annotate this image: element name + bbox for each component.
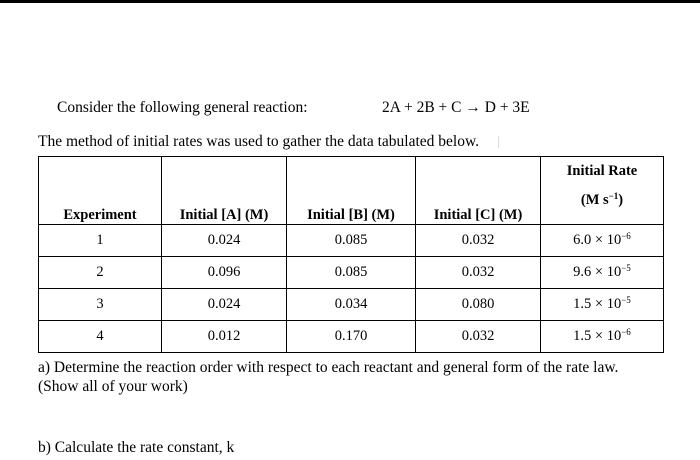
text-cursor-mark [498, 136, 505, 148]
table-header-row [39, 157, 664, 225]
cell-conc-b: 0.085 [287, 225, 416, 257]
rate-mantissa: 1.5 × 10 [573, 296, 622, 312]
cell-experiment: 4 [39, 321, 162, 353]
cell-conc-b: 0.034 [287, 289, 416, 321]
rate-exponent: −6 [621, 231, 631, 241]
top-border [0, 0, 700, 3]
header-conc-b: Initial [B] (M) [287, 157, 416, 225]
header-rate-title: Initial Rate [566, 163, 638, 179]
question-a-note: (Show all of your work) [38, 378, 188, 395]
table-row [39, 321, 664, 353]
cell-conc-a: 0.024 [162, 289, 287, 321]
table-row [39, 289, 664, 321]
cell-conc-c: 0.032 [416, 225, 541, 257]
cell-conc-a: 0.096 [162, 257, 287, 289]
cell-conc-a: 0.024 [162, 225, 287, 257]
rate-exponent: −6 [621, 327, 631, 337]
header-initial-rate [541, 157, 664, 225]
header-rate-unit [541, 192, 663, 209]
reaction-equation [382, 99, 530, 117]
cell-conc-b: 0.170 [287, 321, 416, 353]
header-experiment: Experiment [39, 157, 162, 225]
cell-rate [541, 289, 664, 321]
cell-conc-b: 0.085 [287, 257, 416, 289]
rate-mantissa: 6.0 × 10 [573, 232, 622, 248]
table-row [39, 225, 664, 257]
cell-experiment: 3 [39, 289, 162, 321]
reaction-reactants: 2A + 2B + C [382, 99, 462, 116]
header-conc-c: Initial [C] (M) [416, 157, 541, 225]
rate-unit-close: ) [618, 192, 624, 208]
rate-mantissa: 9.6 × 10 [573, 264, 622, 280]
reaction-products: D + 3E [484, 99, 530, 116]
reaction-arrow: → [465, 99, 481, 116]
rate-unit-exponent: −1 [608, 191, 619, 201]
cell-rate [541, 321, 664, 353]
cell-rate [541, 225, 664, 257]
cell-experiment: 1 [39, 225, 162, 257]
question-a: a) Determine the reaction order with respect to each reactant and general form of the rate law. [38, 359, 619, 376]
initial-rates-table [38, 156, 664, 353]
cell-conc-c: 0.080 [416, 289, 541, 321]
question-b: b) Calculate the rate constant, k [38, 439, 235, 456]
table-row [39, 257, 664, 289]
rate-mantissa: 1.5 × 10 [573, 328, 622, 344]
cell-experiment: 2 [39, 257, 162, 289]
rate-exponent: −5 [621, 263, 631, 273]
method-text: The method of initial rates was used to gather the data tabulated below. [38, 133, 480, 150]
intro-text: Consider the following general reaction: [57, 99, 308, 116]
cell-rate [541, 257, 664, 289]
cell-conc-c: 0.032 [416, 257, 541, 289]
header-conc-a: Initial [A] (M) [162, 157, 287, 225]
cell-conc-c: 0.032 [416, 321, 541, 353]
rate-exponent: −5 [621, 295, 631, 305]
cell-conc-a: 0.012 [162, 321, 287, 353]
rate-unit-base: (M s [580, 192, 609, 208]
